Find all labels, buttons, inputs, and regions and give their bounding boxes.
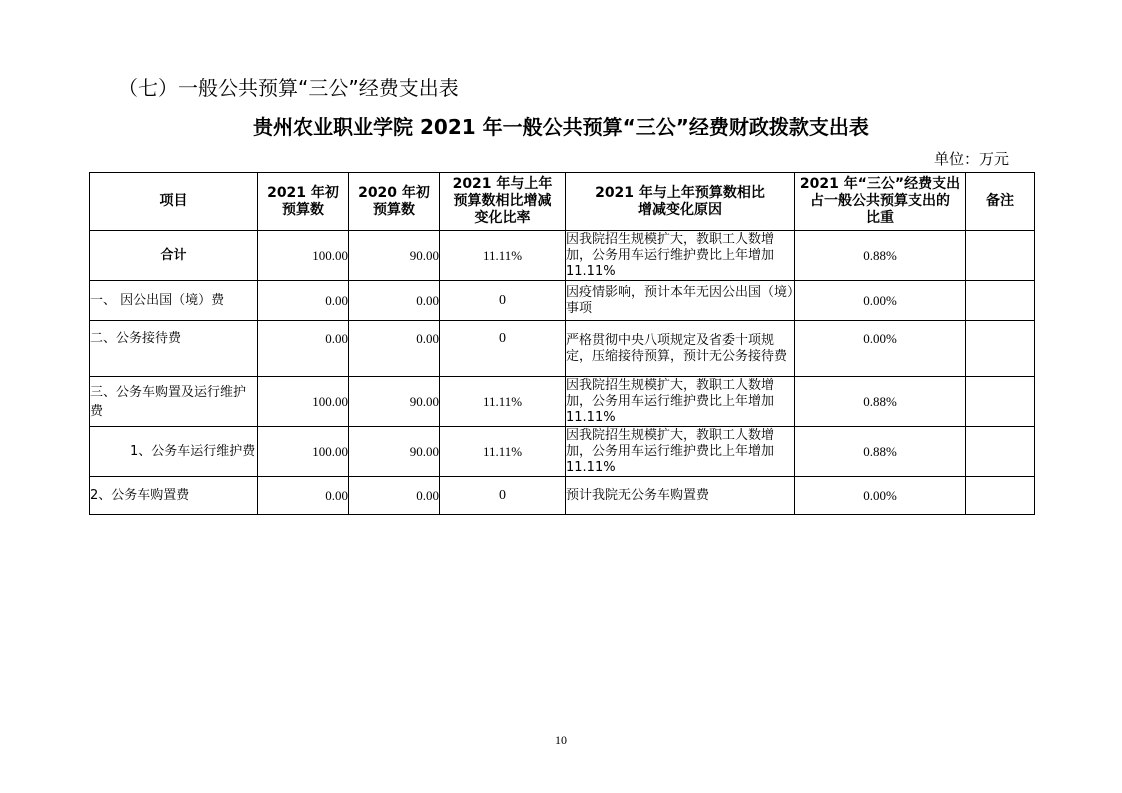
row-budget-2020: 90.00	[349, 231, 440, 281]
header-change-rate: 2021 年与上年 预算数相比增减 变化比率	[440, 173, 566, 231]
header-budget-2021: 2021 年初 预算数	[258, 173, 349, 231]
budget-table	[89, 172, 1035, 515]
row-share: 0.88%	[795, 377, 966, 427]
row-change-reason: 预计我院无公务车购置费	[566, 477, 795, 515]
row-budget-2020: 0.00	[349, 281, 440, 321]
row-budget-2020: 90.00	[349, 427, 440, 477]
row-change-rate: 11.11%	[440, 377, 566, 427]
row-budget-2021: 0.00	[258, 281, 349, 321]
row-budget-2020: 90.00	[349, 377, 440, 427]
table-row-total	[90, 231, 1035, 281]
table-row	[90, 281, 1035, 321]
row-change-reason: 因疫情影响，预计本年无因公出国（境）事项	[566, 281, 795, 321]
row-change-reason: 因我院招生规模扩大，教职工人数增加，公务用车运行维护费比上年增加11.11%	[566, 427, 795, 477]
row-item: 2、公务车购置费	[90, 477, 258, 515]
row-share: 0.00%	[795, 477, 966, 515]
row-change-rate: 11.11%	[440, 231, 566, 281]
row-note	[966, 377, 1035, 427]
table-row	[90, 377, 1035, 427]
row-share: 0.00%	[795, 281, 966, 321]
row-change-reason: 因我院招生规模扩大，教职工人数增加，公务用车运行维护费比上年增加11.11%	[566, 377, 795, 427]
table-header-row	[90, 173, 1035, 231]
row-budget-2020: 0.00	[349, 477, 440, 515]
row-note	[966, 321, 1035, 377]
page-number: 10	[555, 733, 567, 747]
row-budget-2021: 0.00	[258, 477, 349, 515]
row-share: 0.00%	[795, 321, 966, 377]
row-note	[966, 231, 1035, 281]
row-change-rate: 0	[440, 321, 566, 377]
row-budget-2021: 100.00	[258, 427, 349, 477]
table-row	[90, 427, 1035, 477]
row-change-rate: 0	[440, 477, 566, 515]
row-item: 二、公务接待费	[90, 321, 258, 377]
table-row	[90, 321, 1035, 377]
row-item: 一、 因公出国（境）费	[90, 281, 258, 321]
row-item: 合计	[90, 231, 258, 281]
row-share: 0.88%	[795, 231, 966, 281]
row-budget-2020: 0.00	[349, 321, 440, 377]
header-share: 2021 年“三公”经费支出 占一般公共预算支出的 比重	[795, 173, 966, 231]
header-note: 备注	[966, 173, 1035, 231]
row-share: 0.88%	[795, 427, 966, 477]
unit-label: 单位：万元	[933, 150, 1009, 168]
row-budget-2021: 100.00	[258, 231, 349, 281]
row-note	[966, 427, 1035, 477]
row-change-reason: 因我院招生规模扩大，教职工人数增加，公务用车运行维护费比上年增加11.11%	[566, 231, 795, 281]
row-item: 三、公务车购置及运行维护费	[90, 377, 258, 427]
row-note	[966, 477, 1035, 515]
row-change-reason: 严格贯彻中央八项规定及省委十项规定，压缩接待预算，预计无公务接待费	[566, 321, 795, 377]
header-item: 项目	[90, 173, 258, 231]
row-budget-2021: 0.00	[258, 321, 349, 377]
row-change-rate: 0	[440, 281, 566, 321]
row-change-rate: 11.11%	[440, 427, 566, 477]
section-title: （七）一般公共预算“三公”经费支出表	[118, 76, 459, 100]
table-row	[90, 477, 1035, 515]
header-budget-2020: 2020 年初 预算数	[349, 173, 440, 231]
row-budget-2021: 100.00	[258, 377, 349, 427]
row-note	[966, 281, 1035, 321]
document-title: 贵州农业职业学院 2021 年一般公共预算“三公”经费财政拨款支出表	[253, 115, 869, 139]
header-change-reason: 2021 年与上年预算数相比 增减变化原因	[566, 173, 795, 231]
row-item: 1、公务车运行维护费	[90, 427, 258, 477]
